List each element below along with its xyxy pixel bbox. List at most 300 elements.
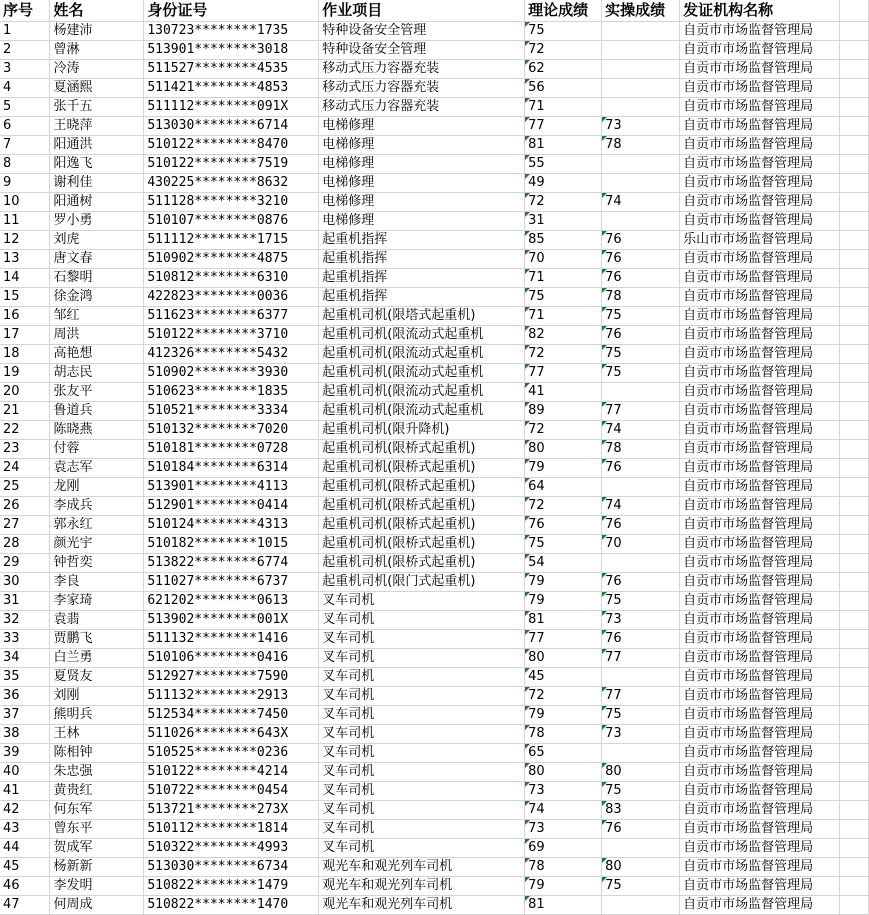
issuing-authority-cell[interactable]: 自贡市市场监督管理局 <box>680 497 840 516</box>
issuing-authority-cell[interactable]: 自贡市市场监督管理局 <box>680 79 840 98</box>
id-number-cell[interactable]: 412326********5432 <box>144 345 319 364</box>
empty-cell[interactable] <box>840 535 869 554</box>
issuing-authority-cell[interactable]: 自贡市市场监督管理局 <box>680 117 840 136</box>
theory-score-cell[interactable]: 56 <box>525 79 602 98</box>
issuing-authority-cell[interactable]: 自贡市市场监督管理局 <box>680 706 840 725</box>
work-item-cell[interactable]: 电梯修理 <box>319 212 525 231</box>
issuing-authority-cell[interactable]: 自贡市市场监督管理局 <box>680 687 840 706</box>
theory-score-cell[interactable]: 72 <box>525 687 602 706</box>
practical-score-cell[interactable]: 76 <box>602 516 680 535</box>
theory-score-cell[interactable]: 72 <box>525 345 602 364</box>
name-cell[interactable]: 何东军 <box>50 801 144 820</box>
issuing-authority-cell[interactable]: 自贡市市场监督管理局 <box>680 307 840 326</box>
practical-score-cell[interactable]: 70 <box>602 535 680 554</box>
index-cell[interactable]: 3 <box>0 60 50 79</box>
theory-score-cell[interactable]: 49 <box>525 174 602 193</box>
theory-score-cell[interactable]: 70 <box>525 250 602 269</box>
name-cell[interactable]: 王林 <box>50 725 144 744</box>
name-cell[interactable]: 刘刚 <box>50 687 144 706</box>
index-cell[interactable]: 24 <box>0 459 50 478</box>
index-cell[interactable]: 20 <box>0 383 50 402</box>
theory-score-cell[interactable]: 62 <box>525 60 602 79</box>
work-item-cell[interactable]: 叉车司机 <box>319 630 525 649</box>
issuing-authority-cell[interactable]: 自贡市市场监督管理局 <box>680 440 840 459</box>
practical-score-cell[interactable]: 75 <box>602 307 680 326</box>
work-item-cell[interactable]: 起重机司机(限桥式起重机) <box>319 440 525 459</box>
id-number-cell[interactable]: 510107********0876 <box>144 212 319 231</box>
index-cell[interactable]: 36 <box>0 687 50 706</box>
empty-cell[interactable] <box>840 402 869 421</box>
theory-score-cell[interactable]: 75 <box>525 535 602 554</box>
theory-score-cell[interactable]: 71 <box>525 307 602 326</box>
name-cell[interactable]: 黄贵红 <box>50 782 144 801</box>
index-cell[interactable]: 27 <box>0 516 50 535</box>
practical-score-cell[interactable]: 76 <box>602 820 680 839</box>
empty-cell[interactable] <box>840 459 869 478</box>
issuing-authority-cell[interactable]: 自贡市市场监督管理局 <box>680 820 840 839</box>
issuing-authority-cell[interactable]: 自贡市市场监督管理局 <box>680 383 840 402</box>
issuing-authority-cell[interactable]: 自贡市市场监督管理局 <box>680 459 840 478</box>
index-cell[interactable]: 29 <box>0 554 50 573</box>
empty-cell[interactable] <box>840 877 869 896</box>
id-number-cell[interactable]: 510822********1470 <box>144 896 319 915</box>
id-number-cell[interactable]: 510521********3334 <box>144 402 319 421</box>
theory-score-cell[interactable]: 55 <box>525 155 602 174</box>
name-cell[interactable]: 杨建沛 <box>50 22 144 41</box>
issuing-authority-cell[interactable]: 自贡市市场监督管理局 <box>680 877 840 896</box>
practical-score-cell[interactable] <box>602 41 680 60</box>
empty-cell[interactable] <box>840 345 869 364</box>
theory-score-cell[interactable]: 72 <box>525 497 602 516</box>
theory-score-cell[interactable]: 82 <box>525 326 602 345</box>
theory-score-cell[interactable]: 41 <box>525 383 602 402</box>
empty-cell[interactable] <box>840 155 869 174</box>
id-number-cell[interactable]: 512534********7450 <box>144 706 319 725</box>
id-number-cell[interactable]: 510181********0728 <box>144 440 319 459</box>
work-item-cell[interactable]: 起重机司机(限流动式起重机 <box>319 345 525 364</box>
name-cell[interactable]: 刘虎 <box>50 231 144 250</box>
issuing-authority-cell[interactable]: 自贡市市场监督管理局 <box>680 288 840 307</box>
empty-cell[interactable] <box>840 421 869 440</box>
work-item-cell[interactable]: 起重机司机(限塔式起重机) <box>319 307 525 326</box>
header-cell-practical-score[interactable]: 实操成绩 <box>602 0 680 22</box>
index-cell[interactable]: 14 <box>0 269 50 288</box>
practical-score-cell[interactable]: 75 <box>602 782 680 801</box>
id-number-cell[interactable]: 510525********0236 <box>144 744 319 763</box>
empty-cell[interactable] <box>840 592 869 611</box>
practical-score-cell[interactable] <box>602 744 680 763</box>
empty-cell[interactable] <box>840 573 869 592</box>
name-cell[interactable]: 袁志军 <box>50 459 144 478</box>
theory-score-cell[interactable]: 81 <box>525 136 602 155</box>
empty-cell[interactable] <box>840 22 869 41</box>
practical-score-cell[interactable]: 73 <box>602 117 680 136</box>
empty-cell[interactable] <box>840 725 869 744</box>
issuing-authority-cell[interactable]: 自贡市市场监督管理局 <box>680 611 840 630</box>
name-cell[interactable]: 朱忠强 <box>50 763 144 782</box>
name-cell[interactable]: 张千五 <box>50 98 144 117</box>
name-cell[interactable]: 高艳想 <box>50 345 144 364</box>
issuing-authority-cell[interactable]: 自贡市市场监督管理局 <box>680 212 840 231</box>
theory-score-cell[interactable]: 80 <box>525 763 602 782</box>
theory-score-cell[interactable]: 79 <box>525 592 602 611</box>
theory-score-cell[interactable]: 85 <box>525 231 602 250</box>
work-item-cell[interactable]: 电梯修理 <box>319 174 525 193</box>
work-item-cell[interactable]: 观光车和观光列车司机 <box>319 877 525 896</box>
work-item-cell[interactable]: 特种设备安全管理 <box>319 41 525 60</box>
header-cell-issuing-authority[interactable]: 发证机构名称 <box>680 0 840 22</box>
empty-cell[interactable] <box>840 174 869 193</box>
issuing-authority-cell[interactable]: 自贡市市场监督管理局 <box>680 725 840 744</box>
practical-score-cell[interactable]: 75 <box>602 592 680 611</box>
practical-score-cell[interactable]: 74 <box>602 193 680 212</box>
issuing-authority-cell[interactable]: 自贡市市场监督管理局 <box>680 592 840 611</box>
work-item-cell[interactable]: 起重机指挥 <box>319 269 525 288</box>
empty-cell[interactable] <box>840 0 869 22</box>
index-cell[interactable]: 37 <box>0 706 50 725</box>
issuing-authority-cell[interactable]: 自贡市市场监督管理局 <box>680 193 840 212</box>
index-cell[interactable]: 6 <box>0 117 50 136</box>
issuing-authority-cell[interactable]: 自贡市市场监督管理局 <box>680 516 840 535</box>
work-item-cell[interactable]: 叉车司机 <box>319 687 525 706</box>
index-cell[interactable]: 42 <box>0 801 50 820</box>
issuing-authority-cell[interactable]: 自贡市市场监督管理局 <box>680 478 840 497</box>
name-cell[interactable]: 郭永红 <box>50 516 144 535</box>
practical-score-cell[interactable] <box>602 554 680 573</box>
name-cell[interactable]: 夏涵熙 <box>50 79 144 98</box>
name-cell[interactable]: 曾东平 <box>50 820 144 839</box>
id-number-cell[interactable]: 510122********8470 <box>144 136 319 155</box>
theory-score-cell[interactable]: 79 <box>525 706 602 725</box>
issuing-authority-cell[interactable]: 自贡市市场监督管理局 <box>680 364 840 383</box>
name-cell[interactable]: 李家琦 <box>50 592 144 611</box>
work-item-cell[interactable]: 叉车司机 <box>319 801 525 820</box>
theory-score-cell[interactable]: 72 <box>525 41 602 60</box>
name-cell[interactable]: 张友平 <box>50 383 144 402</box>
work-item-cell[interactable]: 电梯修理 <box>319 136 525 155</box>
issuing-authority-cell[interactable]: 自贡市市场监督管理局 <box>680 250 840 269</box>
name-cell[interactable]: 鲁道兵 <box>50 402 144 421</box>
practical-score-cell[interactable]: 76 <box>602 326 680 345</box>
practical-score-cell[interactable]: 77 <box>602 402 680 421</box>
issuing-authority-cell[interactable]: 自贡市市场监督管理局 <box>680 649 840 668</box>
work-item-cell[interactable]: 叉车司机 <box>319 706 525 725</box>
work-item-cell[interactable]: 起重机司机(限升降机) <box>319 421 525 440</box>
practical-score-cell[interactable]: 76 <box>602 459 680 478</box>
name-cell[interactable]: 何周成 <box>50 896 144 915</box>
id-number-cell[interactable]: 513030********6734 <box>144 858 319 877</box>
id-number-cell[interactable]: 510812********6310 <box>144 269 319 288</box>
work-item-cell[interactable]: 起重机指挥 <box>319 288 525 307</box>
name-cell[interactable]: 贺成军 <box>50 839 144 858</box>
index-cell[interactable]: 30 <box>0 573 50 592</box>
empty-cell[interactable] <box>840 896 869 915</box>
work-item-cell[interactable]: 叉车司机 <box>319 649 525 668</box>
theory-score-cell[interactable]: 72 <box>525 421 602 440</box>
work-item-cell[interactable]: 起重机司机(限桥式起重机) <box>319 535 525 554</box>
name-cell[interactable]: 徐金鸿 <box>50 288 144 307</box>
index-cell[interactable]: 28 <box>0 535 50 554</box>
id-number-cell[interactable]: 513901********4113 <box>144 478 319 497</box>
index-cell[interactable]: 11 <box>0 212 50 231</box>
issuing-authority-cell[interactable]: 自贡市市场监督管理局 <box>680 269 840 288</box>
practical-score-cell[interactable] <box>602 212 680 231</box>
name-cell[interactable]: 付蓉 <box>50 440 144 459</box>
theory-score-cell[interactable]: 77 <box>525 630 602 649</box>
index-cell[interactable]: 22 <box>0 421 50 440</box>
index-cell[interactable]: 39 <box>0 744 50 763</box>
practical-score-cell[interactable] <box>602 839 680 858</box>
work-item-cell[interactable]: 叉车司机 <box>319 839 525 858</box>
theory-score-cell[interactable]: 79 <box>525 459 602 478</box>
id-number-cell[interactable]: 511026********643X <box>144 725 319 744</box>
empty-cell[interactable] <box>840 516 869 535</box>
empty-cell[interactable] <box>840 820 869 839</box>
theory-score-cell[interactable]: 71 <box>525 269 602 288</box>
empty-cell[interactable] <box>840 136 869 155</box>
issuing-authority-cell[interactable]: 自贡市市场监督管理局 <box>680 22 840 41</box>
empty-cell[interactable] <box>840 554 869 573</box>
index-cell[interactable]: 25 <box>0 478 50 497</box>
theory-score-cell[interactable]: 73 <box>525 782 602 801</box>
name-cell[interactable]: 贾鹏飞 <box>50 630 144 649</box>
name-cell[interactable]: 谢利佳 <box>50 174 144 193</box>
header-cell-name[interactable]: 姓名 <box>50 0 144 22</box>
name-cell[interactable]: 唐文春 <box>50 250 144 269</box>
id-number-cell[interactable]: 511112********091X <box>144 98 319 117</box>
index-cell[interactable]: 4 <box>0 79 50 98</box>
issuing-authority-cell[interactable]: 自贡市市场监督管理局 <box>680 782 840 801</box>
practical-score-cell[interactable] <box>602 60 680 79</box>
practical-score-cell[interactable]: 77 <box>602 687 680 706</box>
issuing-authority-cell[interactable]: 自贡市市场监督管理局 <box>680 801 840 820</box>
theory-score-cell[interactable]: 79 <box>525 573 602 592</box>
practical-score-cell[interactable]: 75 <box>602 345 680 364</box>
index-cell[interactable]: 44 <box>0 839 50 858</box>
index-cell[interactable]: 47 <box>0 896 50 915</box>
name-cell[interactable]: 龙刚 <box>50 478 144 497</box>
name-cell[interactable]: 阳通树 <box>50 193 144 212</box>
index-cell[interactable]: 45 <box>0 858 50 877</box>
work-item-cell[interactable]: 起重机司机(限流动式起重机 <box>319 364 525 383</box>
theory-score-cell[interactable]: 71 <box>525 98 602 117</box>
practical-score-cell[interactable]: 76 <box>602 231 680 250</box>
work-item-cell[interactable]: 起重机司机(限桥式起重机) <box>319 516 525 535</box>
empty-cell[interactable] <box>840 497 869 516</box>
theory-score-cell[interactable]: 54 <box>525 554 602 573</box>
work-item-cell[interactable]: 观光车和观光列车司机 <box>319 896 525 915</box>
empty-cell[interactable] <box>840 630 869 649</box>
issuing-authority-cell[interactable]: 自贡市市场监督管理局 <box>680 155 840 174</box>
name-cell[interactable]: 阳通洪 <box>50 136 144 155</box>
issuing-authority-cell[interactable]: 自贡市市场监督管理局 <box>680 554 840 573</box>
index-cell[interactable]: 1 <box>0 22 50 41</box>
theory-score-cell[interactable]: 81 <box>525 611 602 630</box>
id-number-cell[interactable]: 511527********4535 <box>144 60 319 79</box>
work-item-cell[interactable]: 电梯修理 <box>319 155 525 174</box>
practical-score-cell[interactable]: 77 <box>602 649 680 668</box>
practical-score-cell[interactable] <box>602 79 680 98</box>
practical-score-cell[interactable]: 78 <box>602 288 680 307</box>
id-number-cell[interactable]: 510122********3710 <box>144 326 319 345</box>
work-item-cell[interactable]: 叉车司机 <box>319 782 525 801</box>
name-cell[interactable]: 白兰勇 <box>50 649 144 668</box>
id-number-cell[interactable]: 511027********6737 <box>144 573 319 592</box>
empty-cell[interactable] <box>840 801 869 820</box>
name-cell[interactable]: 罗小勇 <box>50 212 144 231</box>
index-cell[interactable]: 23 <box>0 440 50 459</box>
index-cell[interactable]: 13 <box>0 250 50 269</box>
issuing-authority-cell[interactable]: 自贡市市场监督管理局 <box>680 60 840 79</box>
index-cell[interactable]: 17 <box>0 326 50 345</box>
id-number-cell[interactable]: 510902********4875 <box>144 250 319 269</box>
empty-cell[interactable] <box>840 649 869 668</box>
work-item-cell[interactable]: 起重机指挥 <box>319 250 525 269</box>
empty-cell[interactable] <box>840 98 869 117</box>
id-number-cell[interactable]: 510322********4993 <box>144 839 319 858</box>
empty-cell[interactable] <box>840 307 869 326</box>
work-item-cell[interactable]: 起重机司机(限桥式起重机) <box>319 459 525 478</box>
index-cell[interactable]: 2 <box>0 41 50 60</box>
work-item-cell[interactable]: 观光车和观光列车司机 <box>319 858 525 877</box>
empty-cell[interactable] <box>840 858 869 877</box>
theory-score-cell[interactable]: 76 <box>525 516 602 535</box>
index-cell[interactable]: 12 <box>0 231 50 250</box>
id-number-cell[interactable]: 511421********4853 <box>144 79 319 98</box>
empty-cell[interactable] <box>840 41 869 60</box>
theory-score-cell[interactable]: 65 <box>525 744 602 763</box>
name-cell[interactable]: 袁翡 <box>50 611 144 630</box>
id-number-cell[interactable]: 513822********6774 <box>144 554 319 573</box>
theory-score-cell[interactable]: 77 <box>525 117 602 136</box>
work-item-cell[interactable]: 起重机司机(限桥式起重机) <box>319 554 525 573</box>
work-item-cell[interactable]: 叉车司机 <box>319 592 525 611</box>
id-number-cell[interactable]: 511623********6377 <box>144 307 319 326</box>
work-item-cell[interactable]: 起重机司机(限桥式起重机) <box>319 478 525 497</box>
id-number-cell[interactable]: 513030********6714 <box>144 117 319 136</box>
empty-cell[interactable] <box>840 364 869 383</box>
practical-score-cell[interactable]: 74 <box>602 497 680 516</box>
theory-score-cell[interactable]: 79 <box>525 877 602 896</box>
issuing-authority-cell[interactable]: 乐山市市场监督管理局 <box>680 231 840 250</box>
id-number-cell[interactable]: 510182********1015 <box>144 535 319 554</box>
name-cell[interactable]: 王晓萍 <box>50 117 144 136</box>
name-cell[interactable]: 邹红 <box>50 307 144 326</box>
index-cell[interactable]: 16 <box>0 307 50 326</box>
practical-score-cell[interactable]: 76 <box>602 630 680 649</box>
practical-score-cell[interactable] <box>602 155 680 174</box>
empty-cell[interactable] <box>840 383 869 402</box>
issuing-authority-cell[interactable]: 自贡市市场监督管理局 <box>680 41 840 60</box>
id-number-cell[interactable]: 510122********7519 <box>144 155 319 174</box>
practical-score-cell[interactable] <box>602 383 680 402</box>
name-cell[interactable]: 陈相钟 <box>50 744 144 763</box>
practical-score-cell[interactable]: 73 <box>602 725 680 744</box>
work-item-cell[interactable]: 叉车司机 <box>319 763 525 782</box>
index-cell[interactable]: 32 <box>0 611 50 630</box>
index-cell[interactable]: 40 <box>0 763 50 782</box>
index-cell[interactable]: 15 <box>0 288 50 307</box>
empty-cell[interactable] <box>840 668 869 687</box>
issuing-authority-cell[interactable]: 自贡市市场监督管理局 <box>680 345 840 364</box>
work-item-cell[interactable]: 起重机司机(限桥式起重机) <box>319 497 525 516</box>
id-number-cell[interactable]: 512901********0414 <box>144 497 319 516</box>
theory-score-cell[interactable]: 78 <box>525 858 602 877</box>
header-cell-id-number[interactable]: 身份证号 <box>144 0 319 22</box>
empty-cell[interactable] <box>840 250 869 269</box>
theory-score-cell[interactable]: 31 <box>525 212 602 231</box>
id-number-cell[interactable]: 513721********273X <box>144 801 319 820</box>
theory-score-cell[interactable]: 45 <box>525 668 602 687</box>
index-cell[interactable]: 46 <box>0 877 50 896</box>
name-cell[interactable]: 李良 <box>50 573 144 592</box>
issuing-authority-cell[interactable]: 自贡市市场监督管理局 <box>680 573 840 592</box>
work-item-cell[interactable]: 电梯修理 <box>319 193 525 212</box>
empty-cell[interactable] <box>840 60 869 79</box>
name-cell[interactable]: 颜光宇 <box>50 535 144 554</box>
index-cell[interactable]: 9 <box>0 174 50 193</box>
id-number-cell[interactable]: 422823********0036 <box>144 288 319 307</box>
index-cell[interactable]: 7 <box>0 136 50 155</box>
theory-score-cell[interactable]: 80 <box>525 649 602 668</box>
theory-score-cell[interactable]: 74 <box>525 801 602 820</box>
theory-score-cell[interactable]: 64 <box>525 478 602 497</box>
work-item-cell[interactable]: 移动式压力容器充装 <box>319 79 525 98</box>
practical-score-cell[interactable]: 75 <box>602 877 680 896</box>
practical-score-cell[interactable]: 74 <box>602 421 680 440</box>
empty-cell[interactable] <box>840 231 869 250</box>
index-cell[interactable]: 31 <box>0 592 50 611</box>
id-number-cell[interactable]: 510106********0416 <box>144 649 319 668</box>
practical-score-cell[interactable]: 75 <box>602 706 680 725</box>
practical-score-cell[interactable]: 76 <box>602 573 680 592</box>
issuing-authority-cell[interactable]: 自贡市市场监督管理局 <box>680 858 840 877</box>
practical-score-cell[interactable] <box>602 174 680 193</box>
work-item-cell[interactable]: 起重机司机(限流动式起重机 <box>319 383 525 402</box>
id-number-cell[interactable]: 511132********2913 <box>144 687 319 706</box>
work-item-cell[interactable]: 叉车司机 <box>319 744 525 763</box>
name-cell[interactable]: 胡志民 <box>50 364 144 383</box>
id-number-cell[interactable]: 513902********001X <box>144 611 319 630</box>
name-cell[interactable]: 杨新新 <box>50 858 144 877</box>
issuing-authority-cell[interactable]: 自贡市市场监督管理局 <box>680 896 840 915</box>
id-number-cell[interactable]: 510122********4214 <box>144 763 319 782</box>
name-cell[interactable]: 李成兵 <box>50 497 144 516</box>
issuing-authority-cell[interactable]: 自贡市市场监督管理局 <box>680 326 840 345</box>
index-cell[interactable]: 18 <box>0 345 50 364</box>
empty-cell[interactable] <box>840 687 869 706</box>
index-cell[interactable]: 5 <box>0 98 50 117</box>
index-cell[interactable]: 41 <box>0 782 50 801</box>
work-item-cell[interactable]: 电梯修理 <box>319 117 525 136</box>
work-item-cell[interactable]: 起重机司机(限门式起重机) <box>319 573 525 592</box>
theory-score-cell[interactable]: 73 <box>525 820 602 839</box>
issuing-authority-cell[interactable]: 自贡市市场监督管理局 <box>680 421 840 440</box>
name-cell[interactable]: 陈晓燕 <box>50 421 144 440</box>
header-cell-theory-score[interactable]: 理论成绩 <box>525 0 602 22</box>
theory-score-cell[interactable]: 75 <box>525 22 602 41</box>
practical-score-cell[interactable]: 73 <box>602 611 680 630</box>
practical-score-cell[interactable]: 80 <box>602 858 680 877</box>
id-number-cell[interactable]: 510722********0454 <box>144 782 319 801</box>
practical-score-cell[interactable]: 83 <box>602 801 680 820</box>
index-cell[interactable]: 19 <box>0 364 50 383</box>
id-number-cell[interactable]: 510132********7020 <box>144 421 319 440</box>
issuing-authority-cell[interactable]: 自贡市市场监督管理局 <box>680 630 840 649</box>
issuing-authority-cell[interactable]: 自贡市市场监督管理局 <box>680 174 840 193</box>
index-cell[interactable]: 21 <box>0 402 50 421</box>
id-number-cell[interactable]: 511112********1715 <box>144 231 319 250</box>
